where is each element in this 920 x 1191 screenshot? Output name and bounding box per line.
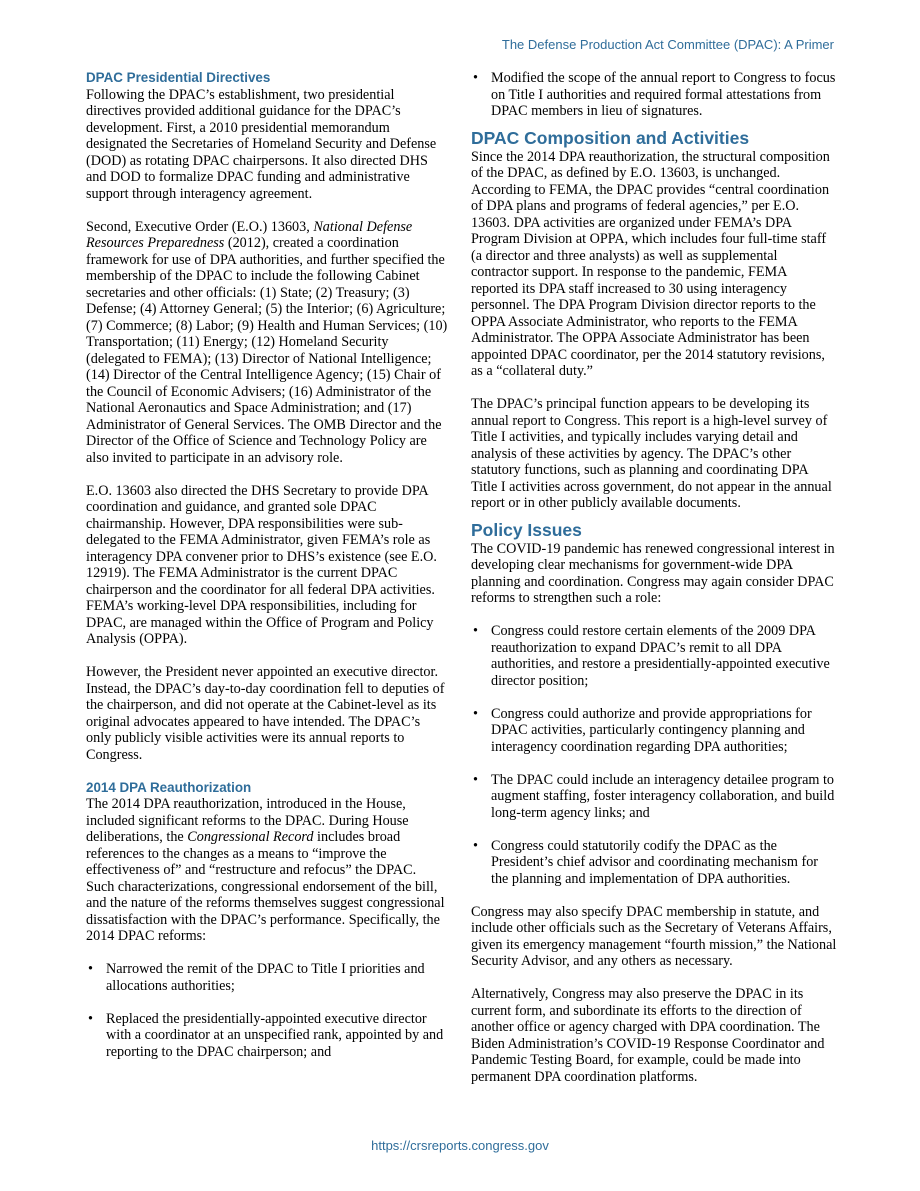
running-header-title: The Defense Production Act Committee (DPAC): A Primer — [501, 37, 834, 52]
text-run: Second, Executive Order (E.O.) 13603, — [86, 218, 314, 235]
paragraph: Since the 2014 DPA reauthorization, the structural composition of the DPAC, as defined by E.O. 13603, is unchanged. According to FEMA, the DPAC provides “central coordination of DPA plans and programs of federal agencies,” per E.O. 13603. DPA activities are organized under FEMA’s DPA Program Division at OPPA, which includes four full-time staff (a director and three analysts) as well as supplemental contractor support. In response to the pandemic, FEMA reported its DPA staff increased to 30 using interagency personnel. The DPA Program Division director reports to the OPPA Associate Administrator, who reports to the FEMA Administrator. The OPPA Associate Administrator has been appointed DPAC coordinator, per the 2014 statutory revisions, as a “collateral duty.” — [471, 148, 830, 379]
bullet-item — [471, 70, 837, 120]
section-heading-policy-issues: Policy Issues — [471, 519, 582, 540]
section-heading-presidential-directives: DPAC Presidential Directives — [86, 70, 271, 85]
bullet-text: The DPAC could include an interagency detailee program to augment staffing, foster interagency collaboration, and build long-term agency links; and — [491, 771, 835, 821]
bullet-icon: • — [473, 623, 478, 639]
bullet-item — [471, 772, 837, 822]
text-run: The 2014 DPA reauthorization, introduced in the House, included significant reforms to the DPAC. During House deliberations, the — [86, 796, 409, 845]
bullet-text: Congress could authorize and provide appropriations for DPAC activities, particularly contingency planning and interagency coordination regarding DPA authorities; — [491, 705, 812, 755]
paragraph — [86, 796, 448, 945]
bullet-icon: • — [473, 837, 478, 854]
bullet-icon: • — [473, 771, 478, 788]
bullet-icon: • — [473, 705, 478, 722]
footer-url-link[interactable]: https://crsreports.congress.gov — [371, 1138, 549, 1153]
paragraph: E.O. 13603 also directed the DHS Secretary to provide DPA coordination and guidance, and granted sole DPAC chairmanship. However, DPA responsibilities were sub-delegated to the FEMA Administrator, given FEMA’s role as interagency DPA convener prior to DHS’s existence (see E.O. 12919). The FEMA Administrator is the current DPAC chairperson and the coordinator for all federal DPA activities. FEMA’s working-level DPA responsibilities, including for DPAC, are managed within the Office of Program and Policy Analysis (OPPA). — [86, 482, 437, 647]
bullet-item — [471, 623, 837, 689]
bullet-icon: • — [473, 70, 478, 86]
bullet-item — [86, 1011, 448, 1061]
bullet-text: Congress could restore certain elements of the 2009 DPA reauthorization to expand DPAC’s remit to all DPA authorities, and restore a presidentially-appointed executive director position; — [491, 623, 830, 689]
paragraph: Following the DPAC’s establishment, two presidential directives provided additional guidance for the DPAC’s development. First, a 2010 presidential memorandum designated the Secretaries of Homeland Security and Defense (DOD) as rotating DPAC chairpersons. It also directed DHS and DOD to formalize DPAC funding and administrative support through interagency agreement. — [86, 86, 437, 202]
left-column — [86, 70, 448, 1060]
bullet-item — [471, 838, 837, 888]
bullet-text: Replaced the presidentially-appointed executive director with a coordinator at an unspecified rank, appointed by and reporting to the DPAC chairperson; and — [106, 1010, 444, 1060]
paragraph: The COVID-19 pandemic has renewed congressional interest in developing clear mechanisms for government-wide DPA planning and coordination. Congress may again consider DPAC reforms to strengthen such a role: — [471, 540, 835, 606]
text-run: (2012), created a coordination framework for use of DPA authorities, and further specified the membership of the DPAC to include the following Cabinet secretaries and other officials: (1) State; (2) Treasury; (3) Defense; (4) Attorney General; (5) the Interior; (6) Agriculture; (7) Commerce; (8) Labor; (9) Health and Human Services; (10) Transportation; (11) Energy; (12) Homeland Security (delegated to FEMA); (13) Director of National Intelligence; (14) Director of the Central Intelligence Agency; (15) Chair of the Council of Economic Advisers; (16) Administrator of the National Aeronautics and Space Administration; and (17) Administrator of General Services. The OMB Director and the Director of the Office of Science and Technology Policy are also invited to participate in an advisory role. — [86, 235, 448, 466]
paragraph: Congress may also specify DPAC membership in statute, and include other officials such as the Secretary of Veterans Affairs, given its emergency management “fourth mission,” the National Security Advisor, and any others as necessary. — [471, 903, 837, 969]
text-run: includes broad references to the changes as a means to “improve the effectiveness of” and “restructure and refocus” the DPAC. Such characterizations, congressional endorsement of the bill, and the nature of the reforms themselves suggest congressional dissatisfaction with the DPAC’s performance. Specifically, the 2014 DPAC reforms: — [86, 829, 445, 944]
bullet-text: Narrowed the remit of the DPAC to Title I priorities and allocations authorities; — [106, 961, 425, 994]
right-column — [471, 70, 837, 1085]
section-heading-2014-reauthorization: 2014 DPA Reauthorization — [86, 779, 252, 795]
section-heading-composition: DPAC Composition and Activities — [471, 127, 750, 148]
paragraph: Alternatively, Congress may also preserve the DPAC in its current form, and subordinate its efforts to the direction of another office or agency charged with DPA coordination. The Biden Administration’s COVID-19 Response Coordinator and Pandemic Testing Board, for example, could be made into permanent DPA coordination platforms. — [471, 986, 825, 1085]
bullet-item — [86, 961, 448, 994]
italic-title: National Defense Resources Preparedness — [86, 218, 413, 251]
italic-title: Congressional Record — [187, 829, 314, 845]
bullet-item — [471, 706, 837, 756]
bullet-icon: • — [88, 961, 93, 977]
bullet-text: Congress could statutorily codify the DPAC as the President’s chief advisor and coordinating mechanism for the planning and implementation of DPA authorities. — [491, 837, 819, 887]
paragraph: The DPAC’s principal function appears to be developing its annual report to Congress. This report is a high-level survey of Title I activities, and typically includes varying detail and analysis of these activities by agency. The DPAC’s other statutory functions, such as planning and coordinating DPA Title I activities across government, do not appear in the annual report or in other publicly available documents. — [471, 396, 832, 511]
paragraph — [86, 219, 448, 467]
bullet-text: Modified the scope of the annual report to Congress to focus on Title I authorities and required formal attestations from DPAC members in lieu of signatures. — [491, 70, 836, 119]
paragraph: However, the President never appointed an executive director. Instead, the DPAC’s day-to-day coordination fell to deputies of the chairperson, and did not operate at the Cabinet-level as its original advocates appeared to have intended. The DPAC’s only publicly visible activities were its annual reports to Congress. — [86, 664, 445, 763]
bullet-icon: • — [88, 1010, 93, 1027]
